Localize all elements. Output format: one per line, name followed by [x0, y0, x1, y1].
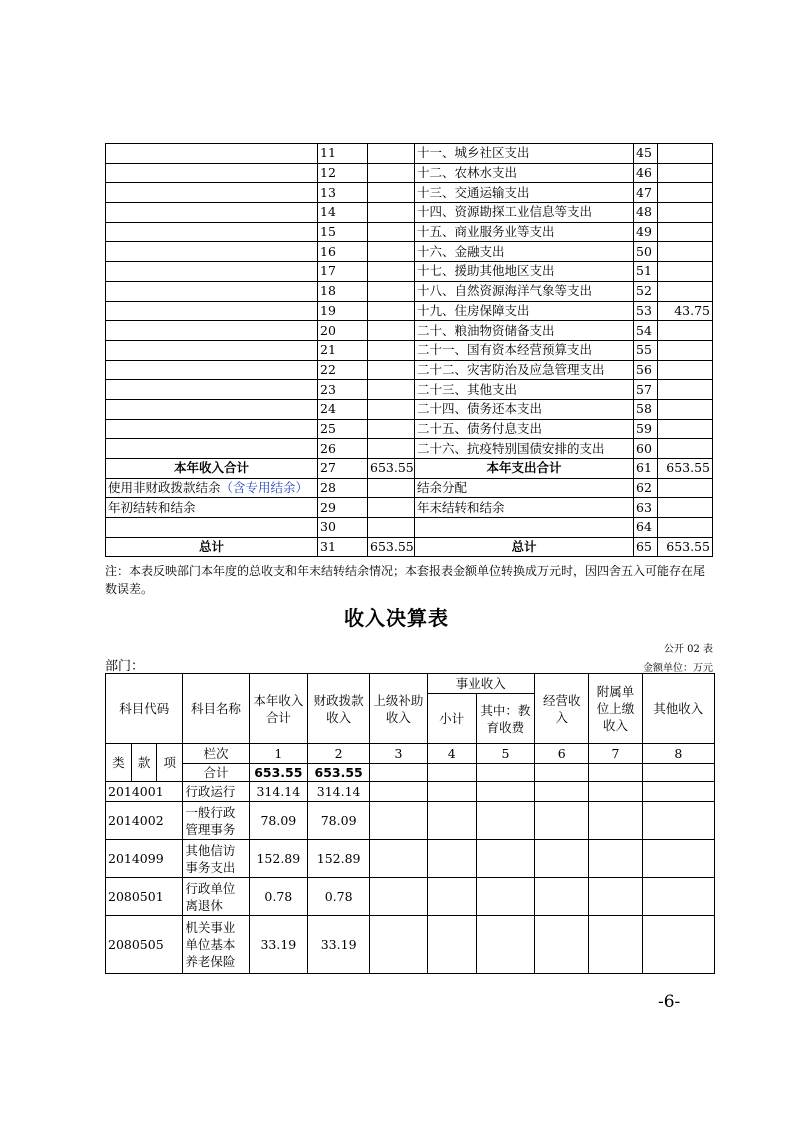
grand-total-right-label: 总计 [415, 537, 634, 557]
right-value [658, 281, 713, 301]
right-num: 51 [634, 262, 658, 282]
right-label: 二十四、债务还本支出 [415, 399, 634, 419]
right-value [658, 321, 713, 341]
empty-cell [370, 802, 427, 840]
row-total: 152.89 [249, 840, 307, 878]
left-label [106, 262, 318, 282]
right-value [658, 203, 713, 223]
empty-cell [427, 878, 476, 916]
table-row [106, 203, 713, 223]
left-value [368, 144, 415, 164]
empty-cell [427, 782, 476, 802]
right-num: 50 [634, 242, 658, 262]
subject-name: 行政运行 [183, 782, 249, 802]
right-label: 十八、自然资源海洋气象等支出 [415, 281, 634, 301]
left-label [106, 222, 318, 242]
table-row [106, 163, 713, 183]
empty-cell [476, 782, 534, 802]
income-total-row [106, 459, 713, 479]
department-label: 部门： [105, 659, 145, 674]
expense-total-label: 本年支出合计 [415, 459, 634, 479]
right-value [658, 183, 713, 203]
income-total-value: 653.55 [368, 459, 415, 479]
table-row [106, 281, 713, 301]
special-balance-note: （含专用结余） [220, 480, 309, 496]
empty-cell [535, 782, 589, 802]
left-value [368, 262, 415, 282]
left-num: 19 [318, 301, 368, 321]
subject-name: 其他信访事务支出 [183, 840, 249, 878]
empty-cell [427, 916, 476, 974]
header-affiliated: 附属单位上缴收入 [589, 674, 642, 744]
empty-cell [535, 802, 589, 840]
left-num: 24 [318, 399, 368, 419]
left-label [106, 203, 318, 223]
row64-value [658, 518, 713, 538]
summary-table-body [106, 144, 713, 557]
subject-name: 机关事业单位基本养老保险 [183, 916, 249, 974]
opening-balance-row [106, 498, 713, 518]
row64-label [415, 518, 634, 538]
left-num: 12 [318, 163, 368, 183]
row-fiscal: 152.89 [307, 840, 369, 878]
table-row [106, 399, 713, 419]
right-value [658, 419, 713, 439]
right-num: 54 [634, 321, 658, 341]
col-num: 1 [249, 744, 307, 764]
right-value [658, 340, 713, 360]
right-num: 49 [634, 222, 658, 242]
left-value [368, 183, 415, 203]
right-num: 45 [634, 144, 658, 164]
empty-cell [535, 878, 589, 916]
row30-label [106, 518, 318, 538]
right-num: 56 [634, 360, 658, 380]
left-num: 14 [318, 203, 368, 223]
table-row [106, 802, 715, 840]
right-num: 52 [634, 281, 658, 301]
page-number: -6- [658, 992, 681, 1012]
left-value [368, 360, 415, 380]
left-num: 20 [318, 321, 368, 341]
table-row [106, 419, 713, 439]
right-value [658, 242, 713, 262]
right-label: 十一、城乡社区支出 [415, 144, 634, 164]
header-total-income: 本年收入合计 [249, 674, 307, 744]
col-num: 5 [476, 744, 534, 764]
empty-cell [589, 878, 642, 916]
right-num: 57 [634, 380, 658, 400]
right-label: 十五、商业服务业等支出 [415, 222, 634, 242]
col-num: 8 [642, 744, 714, 764]
left-label [106, 301, 318, 321]
header-fiscal: 财政拨款收入 [307, 674, 369, 744]
empty-cell [642, 916, 714, 974]
closing-balance-label: 年末结转和结余 [415, 498, 634, 518]
right-label: 二十三、其他支出 [415, 380, 634, 400]
header-lei: 类 [106, 744, 132, 782]
row-fiscal: 314.14 [307, 782, 369, 802]
row29-value [368, 498, 415, 518]
row30-num: 30 [318, 518, 368, 538]
left-value [368, 419, 415, 439]
left-label [106, 144, 318, 164]
empty-cell [370, 916, 427, 974]
right-label: 十七、援助其他地区支出 [415, 262, 634, 282]
left-num: 13 [318, 183, 368, 203]
table-row [106, 262, 713, 282]
header-superior: 上级补助收入 [370, 674, 427, 744]
left-label [106, 340, 318, 360]
right-label: 十六、金融支出 [415, 242, 634, 262]
header-business: 事业收入 [427, 674, 535, 694]
right-value [658, 262, 713, 282]
row62-num: 62 [634, 478, 658, 498]
blank-row [106, 518, 713, 538]
empty-cell [535, 764, 589, 782]
table-row [106, 340, 713, 360]
right-value [658, 222, 713, 242]
income-total-num: 27 [318, 459, 368, 479]
row-fiscal: 78.09 [307, 802, 369, 840]
subject-code: 2014001 [106, 782, 183, 802]
empty-cell [370, 764, 427, 782]
left-label [106, 183, 318, 203]
right-label: 十九、住房保障支出 [415, 301, 634, 321]
header-kuan: 款 [132, 744, 157, 782]
grand-total-row [106, 537, 713, 557]
header-name: 科目名称 [183, 674, 249, 744]
row30-value [368, 518, 415, 538]
header-subtotal: 小计 [427, 694, 476, 744]
subject-code: 2080501 [106, 878, 183, 916]
total-label: 合计 [183, 764, 249, 782]
left-label [106, 163, 318, 183]
subject-code: 2080505 [106, 916, 183, 974]
row-total: 314.14 [249, 782, 307, 802]
row28-value [368, 478, 415, 498]
non-fiscal-balance-row [106, 478, 713, 498]
right-value [658, 163, 713, 183]
empty-cell [642, 840, 714, 878]
right-label: 十四、资源勘探工业信息等支出 [415, 203, 634, 223]
left-label [106, 242, 318, 262]
empty-cell [589, 764, 642, 782]
right-label: 二十、粮油物资储备支出 [415, 321, 634, 341]
row-total: 78.09 [249, 802, 307, 840]
empty-cell [476, 802, 534, 840]
grand-total-label: 总计 [106, 537, 318, 557]
table-row [106, 321, 713, 341]
subject-code: 2014099 [106, 840, 183, 878]
non-fiscal-balance-text: 使用非财政拨款结余 [108, 480, 221, 496]
left-num: 15 [318, 222, 368, 242]
amount-unit-label: 金额单位：万元 [643, 663, 713, 674]
table-row [106, 878, 715, 916]
header-xiang: 项 [157, 744, 183, 782]
total-income-value: 653.55 [249, 764, 307, 782]
right-value [658, 144, 713, 164]
table-row [106, 380, 713, 400]
empty-cell [589, 802, 642, 840]
left-label [106, 439, 318, 459]
col-num: 3 [370, 744, 427, 764]
left-value [368, 340, 415, 360]
left-label [106, 360, 318, 380]
col-num: 4 [427, 744, 476, 764]
row28-num: 28 [318, 478, 368, 498]
row-total: 33.19 [249, 916, 307, 974]
left-num: 21 [318, 340, 368, 360]
non-fiscal-balance-label [106, 478, 318, 498]
left-num: 17 [318, 262, 368, 282]
row-fiscal: 0.78 [307, 878, 369, 916]
expense-total-num: 61 [634, 459, 658, 479]
left-value [368, 242, 415, 262]
header-lanci: 栏次 [183, 744, 249, 764]
right-num: 46 [634, 163, 658, 183]
total-fiscal-value: 653.55 [307, 764, 369, 782]
left-value [368, 380, 415, 400]
empty-cell [476, 840, 534, 878]
empty-cell [642, 764, 714, 782]
header-education: 其中：教育收费 [476, 694, 534, 744]
table-row [106, 242, 713, 262]
empty-cell [370, 840, 427, 878]
left-label [106, 321, 318, 341]
right-num: 58 [634, 399, 658, 419]
left-value [368, 222, 415, 242]
right-num: 47 [634, 183, 658, 203]
left-num: 23 [318, 380, 368, 400]
header-operating: 经营收入 [535, 674, 589, 744]
left-label [106, 419, 318, 439]
empty-cell [476, 764, 534, 782]
empty-cell [427, 764, 476, 782]
row29-num: 29 [318, 498, 368, 518]
row62-value [658, 478, 713, 498]
left-value [368, 301, 415, 321]
grand-total-right-num: 65 [634, 537, 658, 557]
empty-cell [476, 878, 534, 916]
right-num: 48 [634, 203, 658, 223]
empty-cell [589, 916, 642, 974]
left-value [368, 281, 415, 301]
column-number-row [106, 744, 715, 764]
row64-num: 64 [634, 518, 658, 538]
row-total: 0.78 [249, 878, 307, 916]
left-num: 26 [318, 439, 368, 459]
col-num: 6 [535, 744, 589, 764]
left-value [368, 163, 415, 183]
empty-cell [589, 782, 642, 802]
grand-total-num: 31 [318, 537, 368, 557]
income-statement-table [105, 673, 715, 974]
right-value [658, 439, 713, 459]
opening-balance-label: 年初结转和结余 [106, 498, 318, 518]
left-value [368, 399, 415, 419]
income-expense-summary-table [105, 143, 713, 557]
left-num: 11 [318, 144, 368, 164]
empty-cell [427, 802, 476, 840]
income-total-label: 本年收入合计 [106, 459, 318, 479]
section-title: 收入决算表 [344, 606, 449, 630]
left-num: 25 [318, 419, 368, 439]
empty-cell [535, 840, 589, 878]
table-row [106, 144, 713, 164]
empty-cell [589, 840, 642, 878]
right-value [658, 380, 713, 400]
right-num: 55 [634, 340, 658, 360]
right-value [658, 360, 713, 380]
right-num: 53 [634, 301, 658, 321]
empty-cell [642, 802, 714, 840]
left-value [368, 203, 415, 223]
form-code: 公开 02 表 [663, 644, 713, 655]
right-label: 二十二、灾害防治及应急管理支出 [415, 360, 634, 380]
empty-cell [370, 782, 427, 802]
empty-cell [476, 916, 534, 974]
header-row-1 [106, 674, 715, 694]
header-other: 其他收入 [642, 674, 714, 744]
total-row [106, 764, 715, 782]
right-num: 59 [634, 419, 658, 439]
grand-total-value: 653.55 [368, 537, 415, 557]
table-row [106, 916, 715, 974]
left-num: 22 [318, 360, 368, 380]
table-row [106, 360, 713, 380]
table-row [106, 222, 713, 242]
col-num: 2 [307, 744, 369, 764]
subject-code: 2014002 [106, 802, 183, 840]
table-row [106, 782, 715, 802]
empty-cell [427, 840, 476, 878]
table-row [106, 439, 713, 459]
right-label: 二十六、抗疫特别国债安排的支出 [415, 439, 634, 459]
expense-total-value: 653.55 [658, 459, 713, 479]
right-label: 二十五、债务付息支出 [415, 419, 634, 439]
right-num: 60 [634, 439, 658, 459]
table-row [106, 183, 713, 203]
balance-distribution-label: 结余分配 [415, 478, 634, 498]
empty-cell [642, 878, 714, 916]
empty-cell [642, 782, 714, 802]
right-label: 十二、农林水支出 [415, 163, 634, 183]
empty-cell [370, 878, 427, 916]
table-row [106, 840, 715, 878]
right-value: 43.75 [658, 301, 713, 321]
row63-value [658, 498, 713, 518]
row-fiscal: 33.19 [307, 916, 369, 974]
table-row [106, 301, 713, 321]
right-value [658, 399, 713, 419]
grand-total-right-value: 653.55 [658, 537, 713, 557]
left-label [106, 380, 318, 400]
left-value [368, 321, 415, 341]
right-label: 十三、交通运输支出 [415, 183, 634, 203]
subject-name: 行政单位离退休 [183, 878, 249, 916]
left-num: 18 [318, 281, 368, 301]
left-label [106, 281, 318, 301]
right-label: 二十一、国有资本经营预算支出 [415, 340, 634, 360]
empty-cell [535, 916, 589, 974]
left-value [368, 439, 415, 459]
header-code: 科目代码 [106, 674, 183, 744]
left-label [106, 399, 318, 419]
left-num: 16 [318, 242, 368, 262]
row63-num: 63 [634, 498, 658, 518]
table-note: 注：本表反映部门本年度的总收支和年末结转结余情况；本套报表金额单位转换成万元时，因四舍五入可能存在尾数误差。 [105, 564, 706, 596]
subject-name: 一般行政管理事务 [183, 802, 249, 840]
col-num: 7 [589, 744, 642, 764]
